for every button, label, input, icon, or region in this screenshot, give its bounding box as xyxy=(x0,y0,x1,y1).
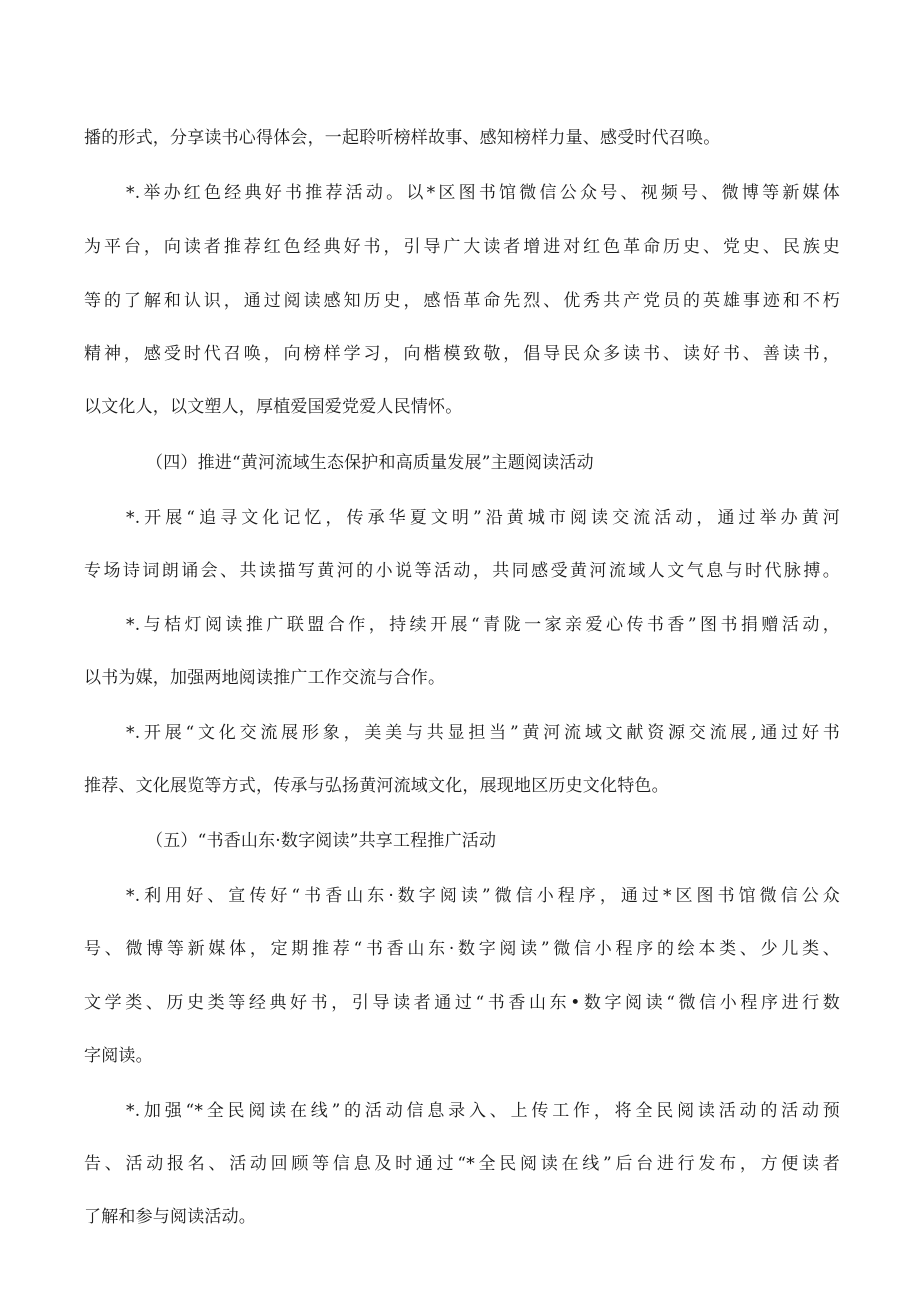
paragraph-line: *.与桔灯阅读推广联盟合作，持续开展“青陇一家亲爱心传书香”图书捐赠活动， xyxy=(126,615,840,635)
paragraph-line: 以文化人，以文塑人，厚植爱国爱党爱人民情怀。 xyxy=(84,397,463,417)
paragraph-line: 号、微博等新媒体，定期推荐“书香山东·数字阅读”微信小程序的绘本类、少儿类、 xyxy=(84,939,840,959)
paragraph-line: 等的了解和认识，通过阅读感知历史，感悟革命先烈、优秀共产党员的英雄事迹和不朽 xyxy=(84,291,840,311)
paragraph-line: 以书为媒，加强两地阅读推广工作交流与合作。 xyxy=(84,668,446,688)
paragraph-line: *.利用好、宣传好“书香山东·数字阅读”微信小程序，通过*区图书馆微信公众 xyxy=(126,886,840,906)
paragraph-line: 文学类、历史类等经典好书，引导读者通过“书香山东•数字阅读“微信小程序进行数 xyxy=(84,993,840,1013)
paragraph-line: *.开展“追寻文化记忆，传承华夏文明”沿黄城市阅读交流活动，通过举办黄河 xyxy=(126,508,840,528)
paragraph-line: 推荐、文化展览等方式，传承与弘扬黄河流域文化，展现地区历史文化特色。 xyxy=(84,776,669,796)
paragraph-line: 告、活动报名、活动回顾等信息及时通过“*全民阅读在线”后台进行发布，方便读者 xyxy=(84,1154,840,1174)
paragraph-line: *.加强“*全民阅读在线”的活动信息录入、上传工作，将全民阅读活动的活动预 xyxy=(126,1101,840,1121)
paragraph-line: 精神，感受时代召唤，向榜样学习，向楷模致敬，倡导民众多读书、读好书、善读书， xyxy=(84,344,840,364)
paragraph-line: 字阅读。 xyxy=(84,1046,153,1066)
paragraph-line: 专场诗词朗诵会、共读描写黄河的小说等活动，共同感受黄河流域人文气息与时代脉搏。 xyxy=(84,561,840,581)
paragraph-line: *.举办红色经典好书推荐活动。以*区图书馆微信公众号、视频号、微博等新媒体 xyxy=(126,183,840,203)
section-heading: （四）推进“黄河流域生态保护和高质量发展”主题阅读活动 xyxy=(146,453,594,473)
paragraph-line: 为平台，向读者推荐红色经典好书，引导广大读者增进对红色革命历史、党史、民族史 xyxy=(84,237,840,257)
paragraph-line: *.开展“文化交流展形象，美美与共显担当”黄河流域文献资源交流展,通过好书 xyxy=(126,723,840,743)
paragraph-line: 播的形式，分享读书心得体会，一起聆听榜样故事、感知榜样力量、感受时代召唤。 xyxy=(84,128,721,148)
section-heading: （五）“书香山东·数字阅读”共享工程推广活动 xyxy=(146,831,497,851)
paragraph-line: 了解和参与阅读活动。 xyxy=(84,1207,256,1227)
